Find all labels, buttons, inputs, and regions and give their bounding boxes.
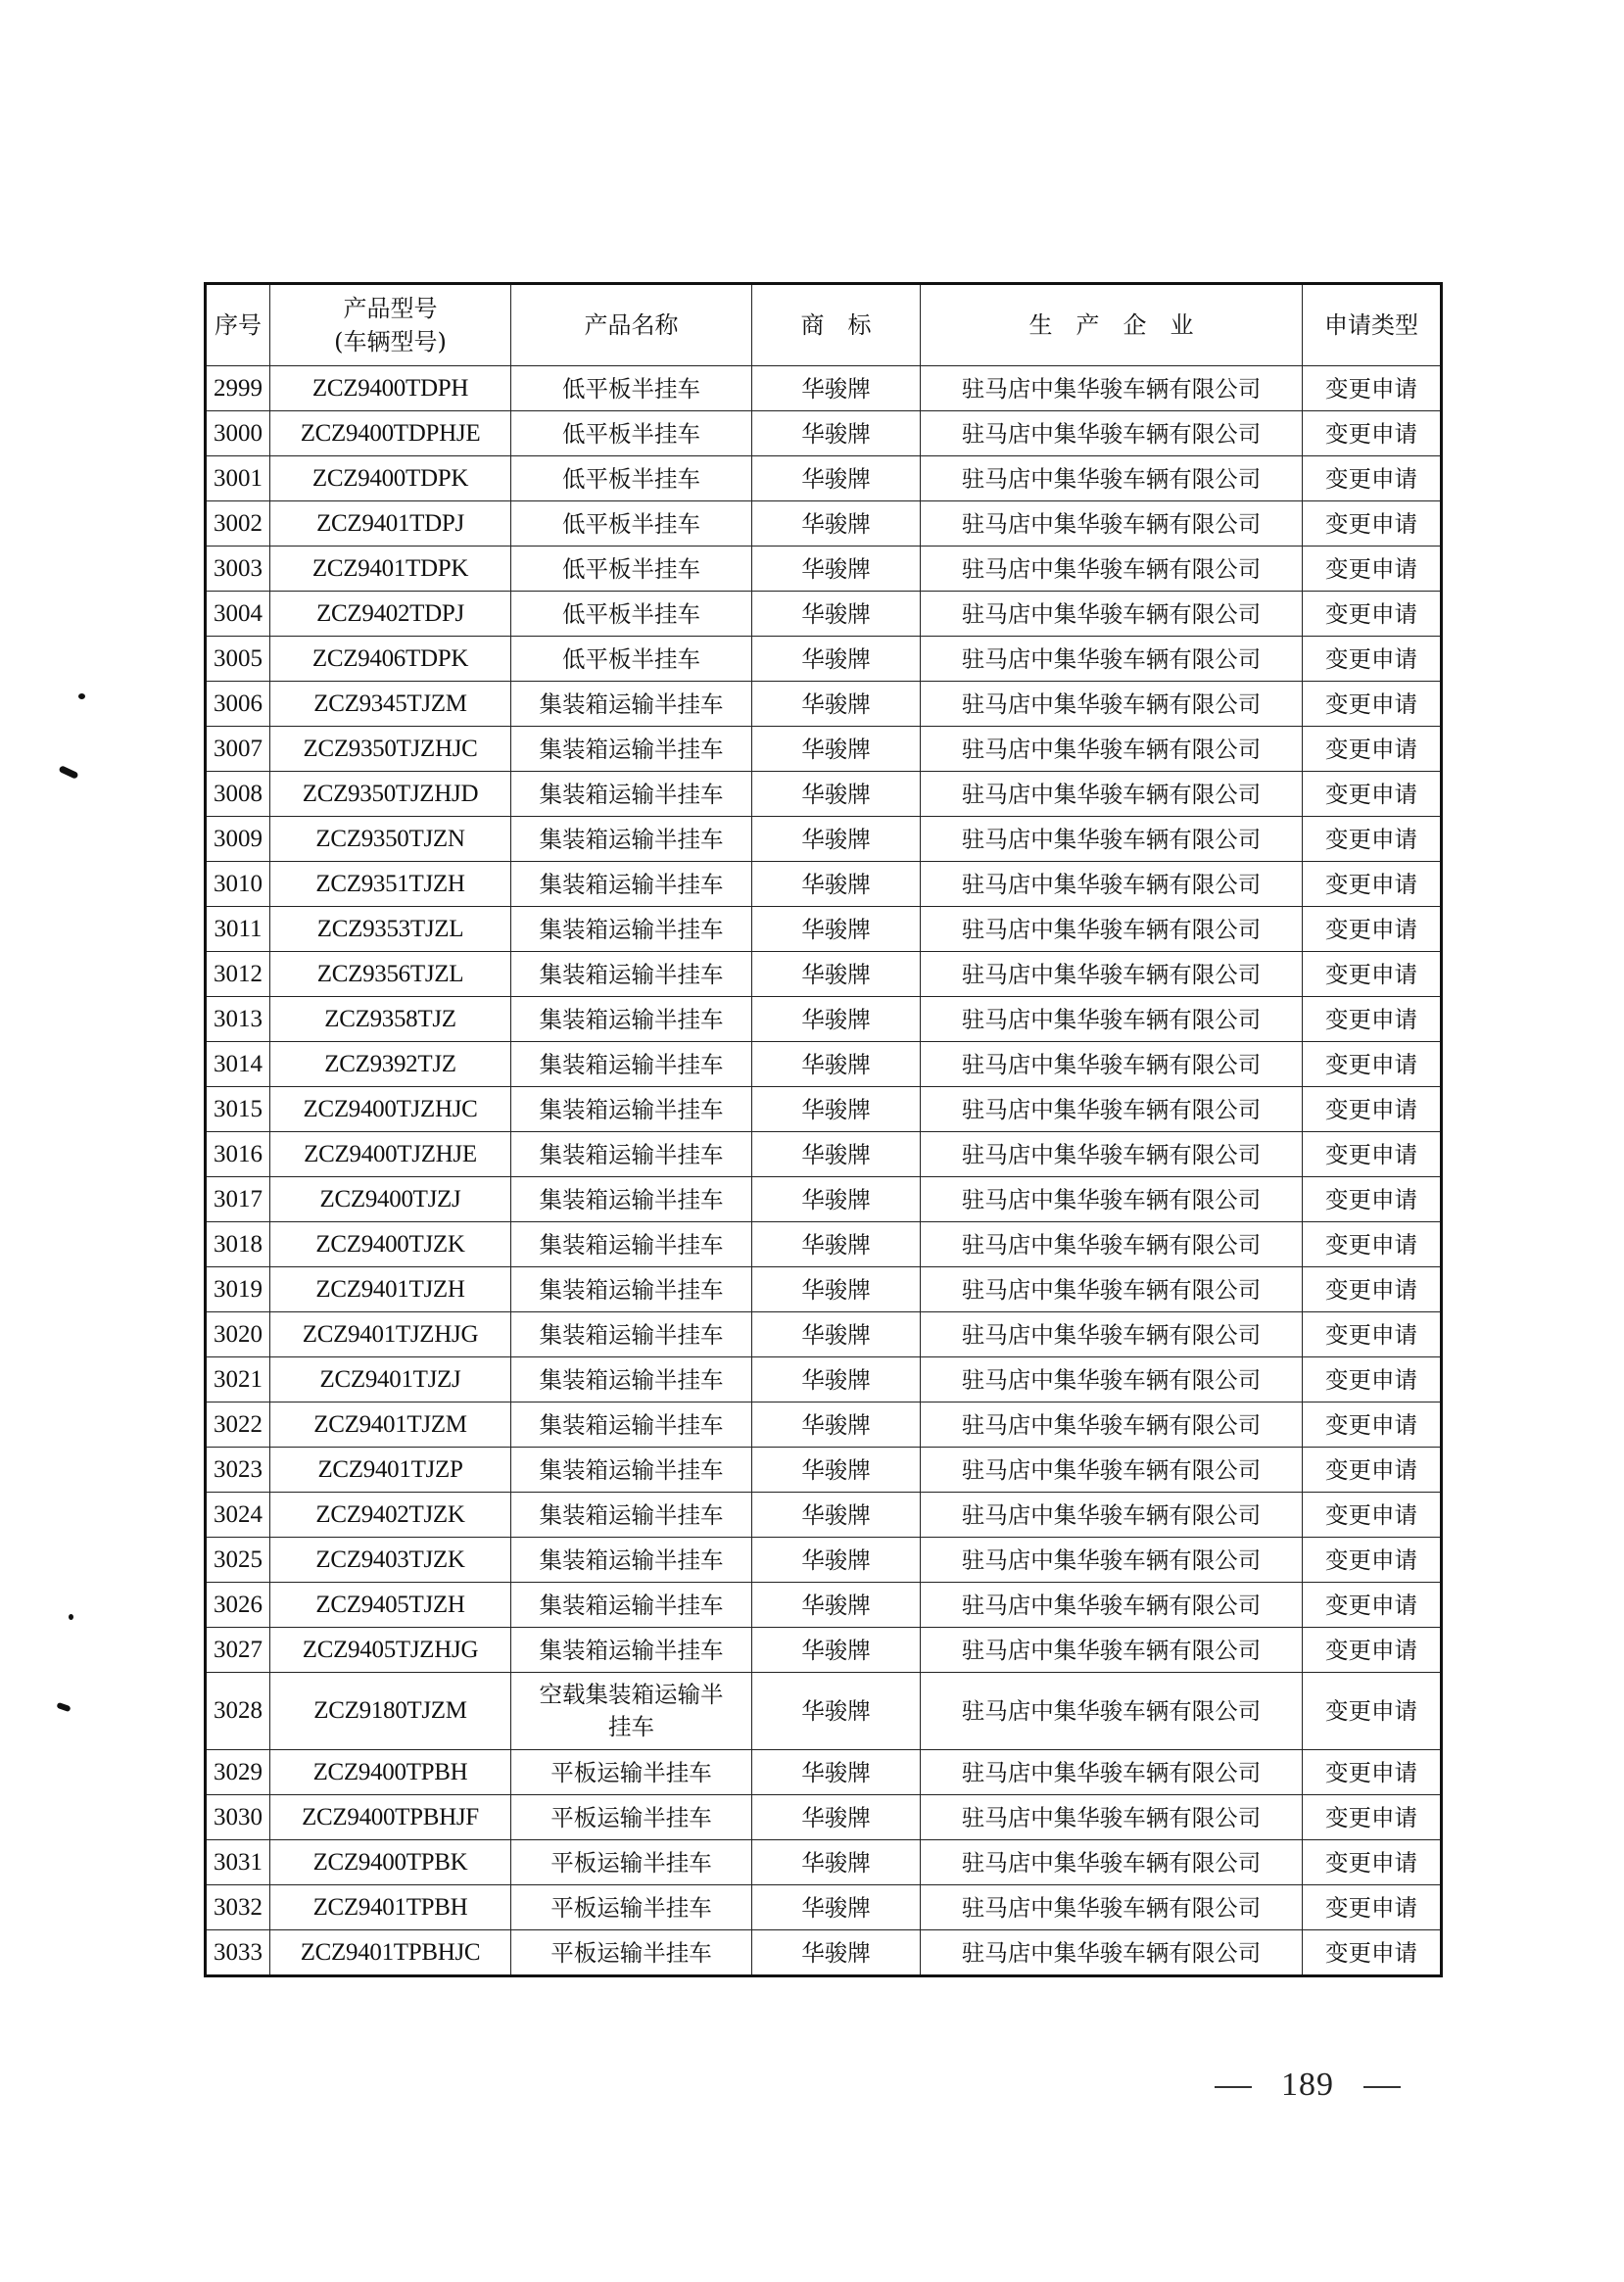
- cell-type: 变更申请: [1303, 1312, 1442, 1357]
- cell-index: 3006: [206, 682, 270, 727]
- cell-type: 变更申请: [1303, 1222, 1442, 1267]
- cell-type: 变更申请: [1303, 411, 1442, 456]
- cell-name: 低平板半挂车: [511, 637, 752, 682]
- cell-brand: 华骏牌: [752, 1267, 921, 1312]
- cell-type: 变更申请: [1303, 1538, 1442, 1583]
- cell-index: 3027: [206, 1628, 270, 1673]
- table-row: [206, 1448, 1442, 1493]
- cell-name: 空载集装箱运输半挂车: [511, 1673, 752, 1750]
- cell-index: 3004: [206, 592, 270, 637]
- cell-manufacturer: 驻马店中集华骏车辆有限公司: [921, 817, 1303, 862]
- cell-model: ZCZ9401TPBH: [270, 1885, 511, 1930]
- cell-model: ZCZ9400TJZHJC: [270, 1087, 511, 1132]
- cell-name: 集装箱运输半挂车: [511, 1177, 752, 1222]
- cell-index: 3013: [206, 997, 270, 1042]
- cell-name: 集装箱运输半挂车: [511, 1402, 752, 1448]
- cell-brand: 华骏牌: [752, 1042, 921, 1087]
- cell-model: ZCZ9401TJZHJG: [270, 1312, 511, 1357]
- cell-index: 3019: [206, 1267, 270, 1312]
- cell-type: 变更申请: [1303, 501, 1442, 547]
- cell-name: 集装箱运输半挂车: [511, 1448, 752, 1493]
- cell-type: 变更申请: [1303, 1357, 1442, 1402]
- cell-manufacturer: 驻马店中集华骏车辆有限公司: [921, 1132, 1303, 1177]
- cell-name: 集装箱运输半挂车: [511, 727, 752, 772]
- table-row: [206, 1885, 1442, 1930]
- table-row: [206, 1177, 1442, 1222]
- cell-type: 变更申请: [1303, 1177, 1442, 1222]
- cell-brand: 华骏牌: [752, 1885, 921, 1930]
- cell-type: 变更申请: [1303, 1448, 1442, 1493]
- cell-name: 集装箱运输半挂车: [511, 1357, 752, 1402]
- table-header-row: [206, 284, 1442, 366]
- cell-index: 3029: [206, 1750, 270, 1795]
- table-row: [206, 592, 1442, 637]
- cell-type: 变更申请: [1303, 637, 1442, 682]
- cell-brand: 华骏牌: [752, 817, 921, 862]
- cell-index: 3024: [206, 1493, 270, 1538]
- cell-model: ZCZ9403TJZK: [270, 1538, 511, 1583]
- cell-manufacturer: 驻马店中集华骏车辆有限公司: [921, 952, 1303, 997]
- cell-type: 变更申请: [1303, 1493, 1442, 1538]
- cell-name: 集装箱运输半挂车: [511, 1628, 752, 1673]
- cell-name: 集装箱运输半挂车: [511, 772, 752, 817]
- table-row: [206, 1402, 1442, 1448]
- cell-type: 变更申请: [1303, 907, 1442, 952]
- cell-index: 3016: [206, 1132, 270, 1177]
- cell-manufacturer: 驻马店中集华骏车辆有限公司: [921, 1222, 1303, 1267]
- cell-index: 3009: [206, 817, 270, 862]
- cell-type: 变更申请: [1303, 456, 1442, 501]
- table-row: [206, 1267, 1442, 1312]
- table-row: [206, 1930, 1442, 1976]
- table-row: [206, 1312, 1442, 1357]
- header-name: 产品名称: [511, 284, 752, 366]
- table-row: [206, 727, 1442, 772]
- cell-type: 变更申请: [1303, 1583, 1442, 1628]
- header-model: [270, 284, 511, 366]
- cell-type: 变更申请: [1303, 366, 1442, 411]
- cell-type: 变更申请: [1303, 997, 1442, 1042]
- cell-model: ZCZ9345TJZM: [270, 682, 511, 727]
- cell-model: ZCZ9350TJZHJC: [270, 727, 511, 772]
- cell-model: ZCZ9356TJZL: [270, 952, 511, 997]
- cell-index: 3033: [206, 1930, 270, 1976]
- cell-manufacturer: 驻马店中集华骏车辆有限公司: [921, 1042, 1303, 1087]
- table-row: [206, 1583, 1442, 1628]
- cell-type: 变更申请: [1303, 952, 1442, 997]
- cell-index: 3021: [206, 1357, 270, 1402]
- cell-brand: 华骏牌: [752, 1132, 921, 1177]
- cell-model: ZCZ9405TJZHJG: [270, 1628, 511, 1673]
- vehicle-product-table-container: [204, 282, 1440, 1977]
- cell-type: 变更申请: [1303, 1673, 1442, 1750]
- cell-manufacturer: 驻马店中集华骏车辆有限公司: [921, 727, 1303, 772]
- header-index: 序号: [206, 284, 270, 366]
- cell-model: ZCZ9351TJZH: [270, 862, 511, 907]
- cell-name: 低平板半挂车: [511, 547, 752, 592]
- cell-index: 3025: [206, 1538, 270, 1583]
- cell-index: 3017: [206, 1177, 270, 1222]
- cell-model: ZCZ9392TJZ: [270, 1042, 511, 1087]
- page-footer: [1185, 2067, 1430, 2104]
- cell-model: ZCZ9350TJZN: [270, 817, 511, 862]
- cell-model: ZCZ9401TJZM: [270, 1402, 511, 1448]
- cell-name: 集装箱运输半挂车: [511, 997, 752, 1042]
- cell-type: 变更申请: [1303, 592, 1442, 637]
- cell-type: 变更申请: [1303, 1267, 1442, 1312]
- cell-name: 集装箱运输半挂车: [511, 1267, 752, 1312]
- cell-brand: 华骏牌: [752, 1222, 921, 1267]
- cell-brand: 华骏牌: [752, 997, 921, 1042]
- cell-brand: 华骏牌: [752, 1087, 921, 1132]
- table-row: [206, 1222, 1442, 1267]
- cell-name: 集装箱运输半挂车: [511, 1538, 752, 1583]
- cell-model: ZCZ9401TDPJ: [270, 501, 511, 547]
- cell-manufacturer: 驻马店中集华骏车辆有限公司: [921, 1493, 1303, 1538]
- cell-name: 集装箱运输半挂车: [511, 682, 752, 727]
- cell-manufacturer: 驻马店中集华骏车辆有限公司: [921, 1840, 1303, 1885]
- cell-manufacturer: 驻马店中集华骏车辆有限公司: [921, 1087, 1303, 1132]
- cell-index: 3032: [206, 1885, 270, 1930]
- cell-brand: 华骏牌: [752, 501, 921, 547]
- cell-manufacturer: 驻马店中集华骏车辆有限公司: [921, 456, 1303, 501]
- cell-model: ZCZ9406TDPK: [270, 637, 511, 682]
- cell-brand: 华骏牌: [752, 1930, 921, 1976]
- table-row: [206, 1493, 1442, 1538]
- table-row: [206, 501, 1442, 547]
- cell-name: 平板运输半挂车: [511, 1840, 752, 1885]
- table-row: [206, 1628, 1442, 1673]
- cell-type: 变更申请: [1303, 862, 1442, 907]
- cell-brand: 华骏牌: [752, 637, 921, 682]
- cell-index: 3014: [206, 1042, 270, 1087]
- cell-manufacturer: 驻马店中集华骏车辆有限公司: [921, 1402, 1303, 1448]
- cell-model: ZCZ9400TPBK: [270, 1840, 511, 1885]
- cell-type: 变更申请: [1303, 1750, 1442, 1795]
- cell-manufacturer: 驻马店中集华骏车辆有限公司: [921, 592, 1303, 637]
- cell-type: 变更申请: [1303, 772, 1442, 817]
- cell-brand: 华骏牌: [752, 411, 921, 456]
- cell-brand: 华骏牌: [752, 1750, 921, 1795]
- cell-manufacturer: 驻马店中集华骏车辆有限公司: [921, 1583, 1303, 1628]
- cell-manufacturer: 驻马店中集华骏车辆有限公司: [921, 1312, 1303, 1357]
- cell-name: 集装箱运输半挂车: [511, 1132, 752, 1177]
- table-row: [206, 1840, 1442, 1885]
- cell-brand: 华骏牌: [752, 1795, 921, 1840]
- table-row: [206, 1042, 1442, 1087]
- cell-name: 集装箱运输半挂车: [511, 1583, 752, 1628]
- cell-model: ZCZ9401TDPK: [270, 547, 511, 592]
- cell-type: 变更申请: [1303, 1885, 1442, 1930]
- cell-brand: 华骏牌: [752, 366, 921, 411]
- cell-brand: 华骏牌: [752, 1493, 921, 1538]
- cell-manufacturer: 驻马店中集华骏车辆有限公司: [921, 1750, 1303, 1795]
- cell-manufacturer: 驻马店中集华骏车辆有限公司: [921, 1673, 1303, 1750]
- cell-index: 3015: [206, 1087, 270, 1132]
- cell-index: 3001: [206, 456, 270, 501]
- cell-brand: 华骏牌: [752, 547, 921, 592]
- cell-manufacturer: 驻马店中集华骏车辆有限公司: [921, 411, 1303, 456]
- cell-index: 3000: [206, 411, 270, 456]
- cell-index: 3031: [206, 1840, 270, 1885]
- cell-brand: 华骏牌: [752, 907, 921, 952]
- cell-brand: 华骏牌: [752, 1628, 921, 1673]
- cell-type: 变更申请: [1303, 1087, 1442, 1132]
- cell-name: 集装箱运输半挂车: [511, 1312, 752, 1357]
- cell-brand: 华骏牌: [752, 727, 921, 772]
- cell-type: 变更申请: [1303, 1930, 1442, 1976]
- footer-dash-left: [1215, 2086, 1252, 2088]
- cell-manufacturer: 驻马店中集华骏车辆有限公司: [921, 1267, 1303, 1312]
- cell-index: 3026: [206, 1583, 270, 1628]
- cell-type: 变更申请: [1303, 1402, 1442, 1448]
- table-row: [206, 682, 1442, 727]
- cell-manufacturer: 驻马店中集华骏车辆有限公司: [921, 1795, 1303, 1840]
- cell-model: ZCZ9400TJZK: [270, 1222, 511, 1267]
- cell-brand: 华骏牌: [752, 1538, 921, 1583]
- cell-type: 变更申请: [1303, 1132, 1442, 1177]
- cell-manufacturer: 驻马店中集华骏车辆有限公司: [921, 907, 1303, 952]
- cell-index: 3028: [206, 1673, 270, 1750]
- table-row: [206, 1750, 1442, 1795]
- cell-index: 3002: [206, 501, 270, 547]
- cell-model: ZCZ9353TJZL: [270, 907, 511, 952]
- cell-name: 集装箱运输半挂车: [511, 952, 752, 997]
- table-body: [206, 366, 1442, 1976]
- cell-index: 3005: [206, 637, 270, 682]
- cell-model: ZCZ9402TDPJ: [270, 592, 511, 637]
- cell-index: 3023: [206, 1448, 270, 1493]
- cell-model: ZCZ9400TDPHJE: [270, 411, 511, 456]
- cell-type: 变更申请: [1303, 817, 1442, 862]
- cell-brand: 华骏牌: [752, 1312, 921, 1357]
- table-row: [206, 1538, 1442, 1583]
- vehicle-product-table: [204, 282, 1443, 1977]
- table-row: [206, 772, 1442, 817]
- cell-model: ZCZ9400TJZJ: [270, 1177, 511, 1222]
- cell-type: 变更申请: [1303, 727, 1442, 772]
- cell-brand: 华骏牌: [752, 1673, 921, 1750]
- cell-name: 集装箱运输半挂车: [511, 862, 752, 907]
- cell-name: 平板运输半挂车: [511, 1750, 752, 1795]
- cell-brand: 华骏牌: [752, 1840, 921, 1885]
- cell-index: 3008: [206, 772, 270, 817]
- cell-name: 低平板半挂车: [511, 456, 752, 501]
- cell-type: 变更申请: [1303, 1628, 1442, 1673]
- cell-brand: 华骏牌: [752, 1583, 921, 1628]
- cell-manufacturer: 驻马店中集华骏车辆有限公司: [921, 1885, 1303, 1930]
- cell-brand: 华骏牌: [752, 1448, 921, 1493]
- cell-model: ZCZ9400TDPK: [270, 456, 511, 501]
- scan-speck: [56, 1702, 71, 1712]
- cell-type: 变更申请: [1303, 1042, 1442, 1087]
- table-row: [206, 907, 1442, 952]
- cell-brand: 华骏牌: [752, 1357, 921, 1402]
- cell-model: ZCZ9400TPBH: [270, 1750, 511, 1795]
- cell-name: 低平板半挂车: [511, 411, 752, 456]
- cell-manufacturer: 驻马店中集华骏车辆有限公司: [921, 772, 1303, 817]
- cell-name: 平板运输半挂车: [511, 1885, 752, 1930]
- cell-manufacturer: 驻马店中集华骏车辆有限公司: [921, 366, 1303, 411]
- cell-manufacturer: 驻马店中集华骏车辆有限公司: [921, 1930, 1303, 1976]
- cell-model: ZCZ9401TPBHJC: [270, 1930, 511, 1976]
- cell-model: ZCZ9400TDPH: [270, 366, 511, 411]
- cell-brand: 华骏牌: [752, 592, 921, 637]
- table-row: [206, 1673, 1442, 1750]
- cell-manufacturer: 驻马店中集华骏车辆有限公司: [921, 997, 1303, 1042]
- cell-brand: 华骏牌: [752, 772, 921, 817]
- cell-name: 集装箱运输半挂车: [511, 1493, 752, 1538]
- table-row: [206, 1132, 1442, 1177]
- page-number: 189: [1281, 2067, 1334, 2103]
- cell-type: 变更申请: [1303, 547, 1442, 592]
- cell-manufacturer: 驻马店中集华骏车辆有限公司: [921, 1448, 1303, 1493]
- cell-index: 3030: [206, 1795, 270, 1840]
- cell-model: ZCZ9400TJZHJE: [270, 1132, 511, 1177]
- table-row: [206, 456, 1442, 501]
- cell-model: ZCZ9350TJZHJD: [270, 772, 511, 817]
- table-row: [206, 366, 1442, 411]
- cell-brand: 华骏牌: [752, 682, 921, 727]
- scan-speck: [78, 693, 85, 699]
- cell-type: 变更申请: [1303, 1795, 1442, 1840]
- cell-index: 3012: [206, 952, 270, 997]
- cell-name: 平板运输半挂车: [511, 1795, 752, 1840]
- cell-index: 3020: [206, 1312, 270, 1357]
- cell-manufacturer: 驻马店中集华骏车辆有限公司: [921, 637, 1303, 682]
- table-row: [206, 411, 1442, 456]
- cell-type: 变更申请: [1303, 1840, 1442, 1885]
- cell-manufacturer: 驻马店中集华骏车辆有限公司: [921, 862, 1303, 907]
- table-row: [206, 817, 1442, 862]
- cell-name: 平板运输半挂车: [511, 1930, 752, 1976]
- table-row: [206, 547, 1442, 592]
- cell-name: 集装箱运输半挂车: [511, 1087, 752, 1132]
- cell-manufacturer: 驻马店中集华骏车辆有限公司: [921, 1628, 1303, 1673]
- cell-type: 变更申请: [1303, 682, 1442, 727]
- cell-index: 3010: [206, 862, 270, 907]
- cell-model: ZCZ9401TJZH: [270, 1267, 511, 1312]
- scan-speck: [58, 765, 78, 780]
- cell-index: 3018: [206, 1222, 270, 1267]
- cell-brand: 华骏牌: [752, 1177, 921, 1222]
- cell-brand: 华骏牌: [752, 862, 921, 907]
- table-row: [206, 997, 1442, 1042]
- header-model-line2: (车辆型号): [334, 328, 447, 356]
- cell-index: 2999: [206, 366, 270, 411]
- table-row: [206, 1087, 1442, 1132]
- cell-model: ZCZ9358TJZ: [270, 997, 511, 1042]
- cell-name: 低平板半挂车: [511, 366, 752, 411]
- cell-model: ZCZ9402TJZK: [270, 1493, 511, 1538]
- cell-model: ZCZ9405TJZH: [270, 1583, 511, 1628]
- table-row: [206, 637, 1442, 682]
- header-manufacturer: 生 产 企 业: [921, 284, 1303, 366]
- table-row: [206, 1357, 1442, 1402]
- cell-model: ZCZ9400TPBHJF: [270, 1795, 511, 1840]
- cell-manufacturer: 驻马店中集华骏车辆有限公司: [921, 682, 1303, 727]
- cell-model: ZCZ9180TJZM: [270, 1673, 511, 1750]
- cell-name: 低平板半挂车: [511, 501, 752, 547]
- scan-speck: [69, 1614, 73, 1620]
- cell-name: 集装箱运输半挂车: [511, 907, 752, 952]
- cell-brand: 华骏牌: [752, 456, 921, 501]
- cell-brand: 华骏牌: [752, 1402, 921, 1448]
- table-row: [206, 862, 1442, 907]
- cell-name: 集装箱运输半挂车: [511, 1042, 752, 1087]
- cell-manufacturer: 驻马店中集华骏车辆有限公司: [921, 1357, 1303, 1402]
- header-model-line1: 产品型号: [343, 295, 438, 322]
- header-type: 申请类型: [1303, 284, 1442, 366]
- cell-index: 3007: [206, 727, 270, 772]
- header-brand: 商 标: [752, 284, 921, 366]
- cell-name: 低平板半挂车: [511, 592, 752, 637]
- cell-index: 3022: [206, 1402, 270, 1448]
- cell-manufacturer: 驻马店中集华骏车辆有限公司: [921, 547, 1303, 592]
- cell-index: 3003: [206, 547, 270, 592]
- table-row: [206, 1795, 1442, 1840]
- cell-model: ZCZ9401TJZP: [270, 1448, 511, 1493]
- table-row: [206, 952, 1442, 997]
- cell-brand: 华骏牌: [752, 952, 921, 997]
- cell-name: 集装箱运输半挂车: [511, 817, 752, 862]
- cell-index: 3011: [206, 907, 270, 952]
- cell-model: ZCZ9401TJZJ: [270, 1357, 511, 1402]
- cell-manufacturer: 驻马店中集华骏车辆有限公司: [921, 1538, 1303, 1583]
- cell-manufacturer: 驻马店中集华骏车辆有限公司: [921, 1177, 1303, 1222]
- footer-dash-right: [1363, 2086, 1401, 2088]
- cell-manufacturer: 驻马店中集华骏车辆有限公司: [921, 501, 1303, 547]
- cell-name: 集装箱运输半挂车: [511, 1222, 752, 1267]
